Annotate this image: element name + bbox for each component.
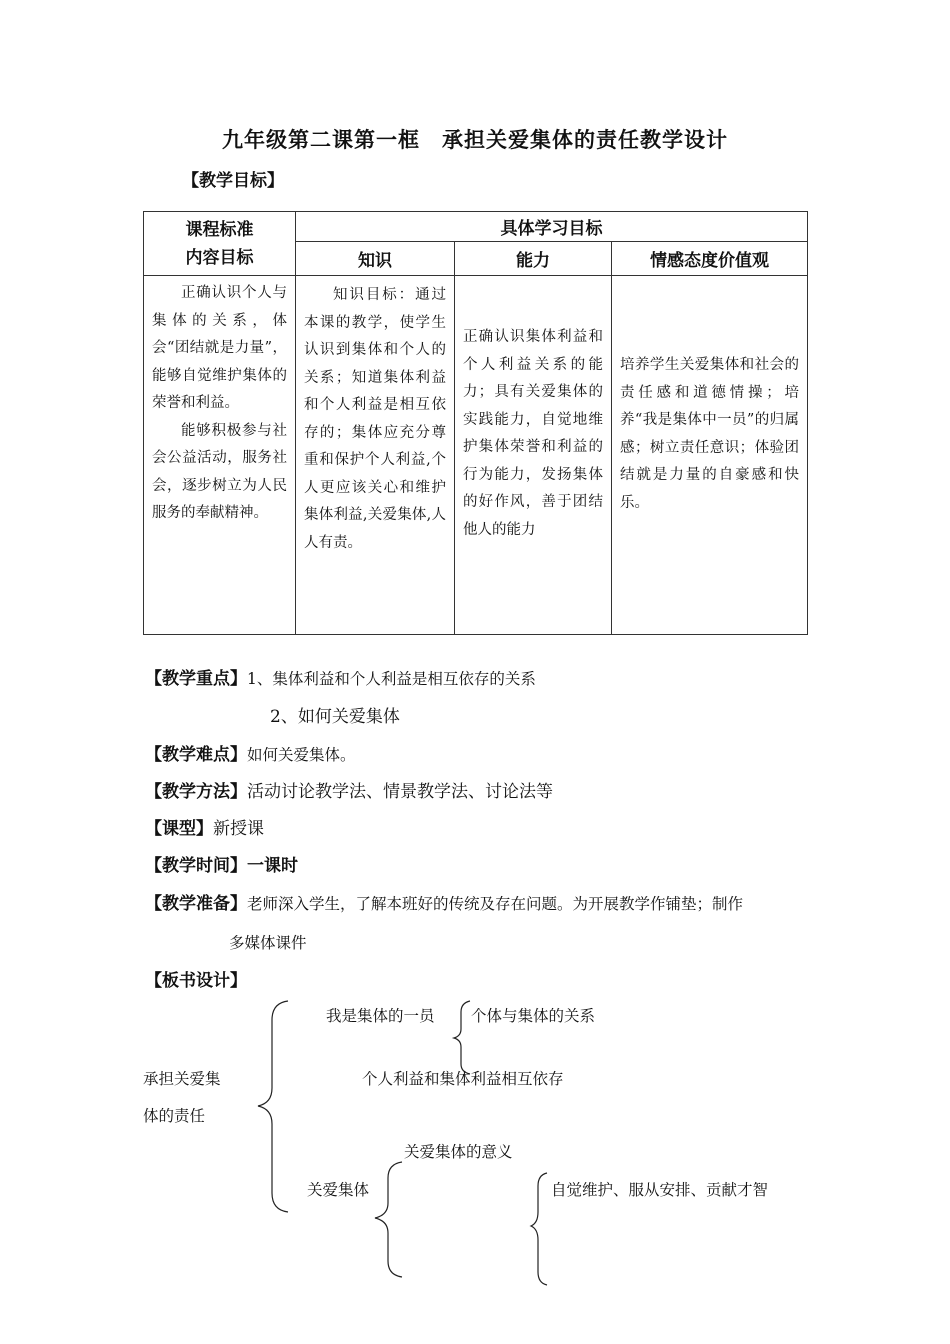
time-text: 一课时 bbox=[247, 856, 298, 876]
lesson-type-label: 【课型】 bbox=[145, 819, 213, 839]
col1-header-line1: 课程标准 bbox=[185, 219, 254, 240]
board-branch-2-sub-1: 关爱集体的意义 bbox=[404, 1143, 513, 1161]
col1-header-line2: 内容目标 bbox=[185, 247, 254, 268]
board-root-line-2: 体的责任 bbox=[143, 1107, 206, 1125]
main-brace bbox=[258, 1001, 288, 1212]
board-root-line-1: 承担关爱集 bbox=[143, 1070, 221, 1088]
key-points-label: 【教学重点】 bbox=[145, 669, 247, 689]
branch2-brace bbox=[375, 1162, 402, 1277]
difficulty-label: 【教学难点】 bbox=[145, 745, 247, 765]
methods-label: 【教学方法】 bbox=[145, 782, 247, 802]
board-branch-1-sub-2: 个人利益和集体利益相互依存 bbox=[362, 1070, 564, 1088]
content-goal-para-1: 正确认识个人与集体的关系，体会“团结就是力量”，能够自觉维护集体的荣誉和利益。 bbox=[152, 285, 287, 411]
ability-text: 正确认识集体利益和个人利益关系的能力；具有关爱集体的实践能力，自觉地维护集体荣誉和利益的行为能力，发扬集体的好作风，善于团结他人的能力 bbox=[463, 329, 603, 538]
header-knowledge: 知识 bbox=[296, 242, 455, 276]
methods-text: 活动讨论教学法、情景教学法、讨论法等 bbox=[247, 782, 553, 802]
board-branch-2-sub-2: 自觉维护、服从安排、贡献才智 bbox=[551, 1181, 769, 1199]
key-point-2: 2、如何关爱集体 bbox=[270, 707, 400, 727]
header-values: 情感态度价值观 bbox=[612, 242, 808, 276]
preparation-line-1: 老师深入学生，了解本班好的传统及存在问题。为开展教学作铺垫；制作 bbox=[247, 895, 744, 913]
difficulty-text: 如何关爱集体。 bbox=[247, 746, 356, 764]
board-label: 【板书设计】 bbox=[145, 971, 247, 991]
preparation-line-2: 多媒体课件 bbox=[229, 934, 307, 952]
time-label: 【教学时间】 bbox=[145, 856, 247, 876]
board-branch-1-sub-1: 个体与集体的关系 bbox=[471, 1007, 596, 1025]
knowledge-text: 知识目标：通过本课的教学，使学生认识到集体和个人的关系；知道集体利益和个人利益是相互依存的；集体应充分尊重和保护个人利益,个人更应该关心和维护集体利益,关爱集体,人人有责。 bbox=[304, 287, 446, 551]
sub-brace bbox=[531, 1173, 547, 1285]
key-point-1: 1、集体利益和个人利益是相互依存的关系 bbox=[247, 670, 536, 688]
goals-heading: 【教学目标】 bbox=[182, 171, 284, 191]
values-text: 培养学生关爱集体和社会的责任感和道德情操；培养“我是集体中一员”的归属感；树立责任意识；体验团结就是力量的自豪感和快乐。 bbox=[620, 357, 800, 511]
content-goal-para-2: 能够积极参与社会公益活动，服务社会，逐步树立为人民服务的奉献精神。 bbox=[152, 422, 287, 521]
board-branch-1: 我是集体的一员 bbox=[326, 1007, 435, 1025]
lesson-type-text: 新授课 bbox=[213, 819, 264, 839]
preparation-label: 【教学准备】 bbox=[145, 894, 247, 914]
branch1-brace bbox=[454, 1001, 470, 1074]
header-ability: 能力 bbox=[455, 242, 612, 276]
page-title: 九年级第二课第一框 承担关爱集体的责任教学设计 bbox=[222, 128, 728, 152]
group-header: 具体学习目标 bbox=[296, 212, 808, 242]
board-branch-2: 关爱集体 bbox=[307, 1181, 370, 1199]
